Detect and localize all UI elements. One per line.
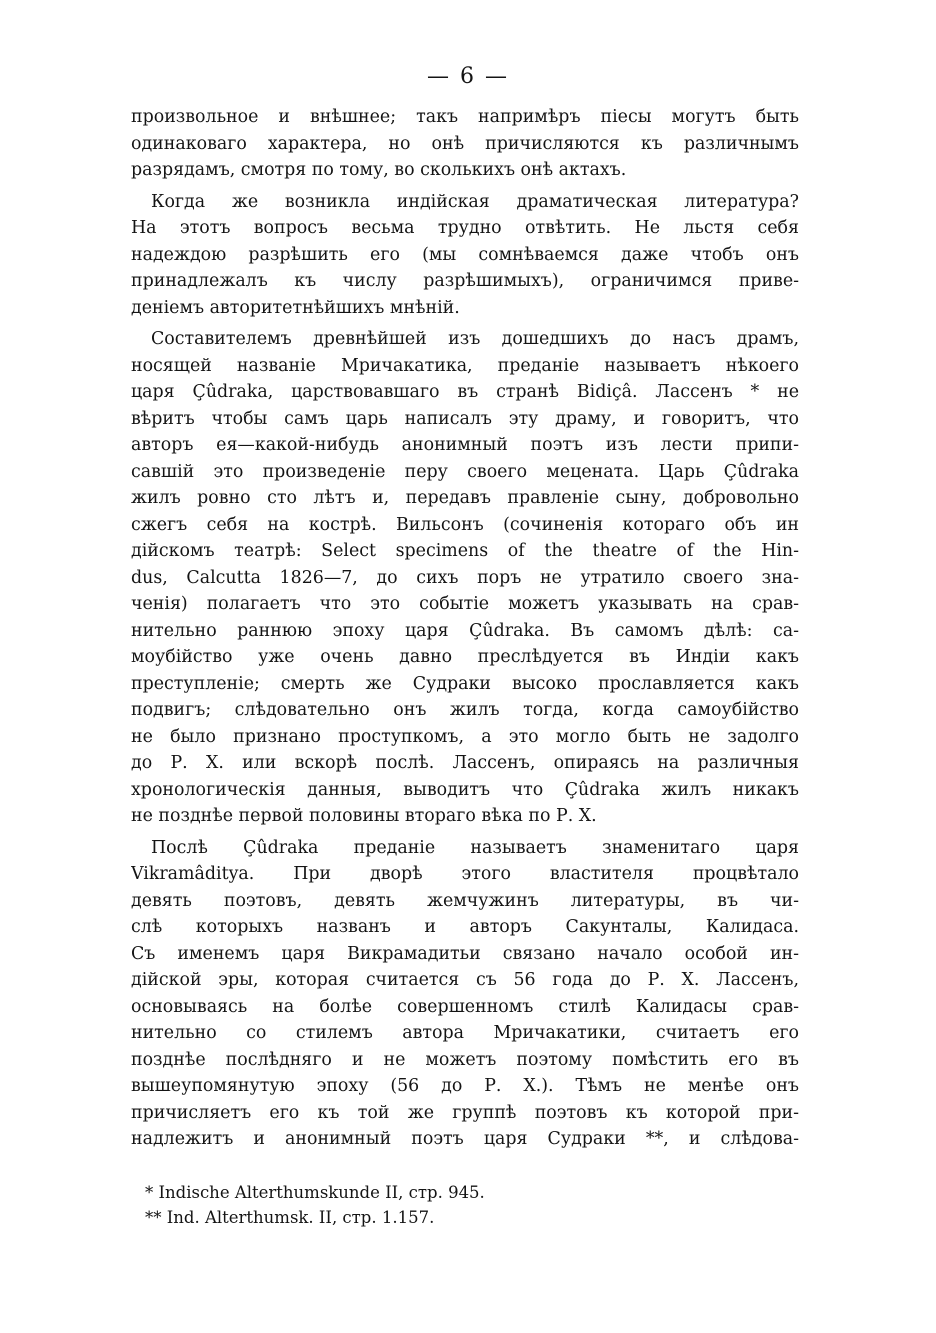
text-line: девять поэтовъ, девять жемчужинъ литературы, въ чи- [131,890,799,911]
text-line: разрядамъ, смотря по тому, во сколькихъ онѣ актахъ. [131,160,627,180]
text-line: авторъ ея—какой-нибудь анонимный поэтъ изъ лести припи- [131,435,799,455]
text-line: нительно со стилемъ автора Мричакатики, считаетъ его [131,1023,799,1043]
text-line: надлежитъ и анонимный поэтъ царя Судраки **, и слѣдова- [131,1129,799,1149]
text-line: На этотъ вопросъ весьма трудно отвѣтить. Не льстя себя [131,218,799,238]
text-line: не позднѣе первой половины втораго вѣка по Р. Х. [131,806,597,826]
text-line: слѣ которыхъ названъ и авторъ Сакунталы, Калидаса. [131,917,799,937]
text-line: сжегъ себя на кострѣ. Вильсонъ (сочиненія котораго объ ин [131,514,799,535]
text-line: вѣритъ чтобы самъ царь написалъ эту драму, и говоритъ, что [131,408,799,429]
text-line: царя Çûdraka, царствовавшаго въ странѣ Bidiçâ. Лассенъ * не [131,382,799,402]
paragraph-3 [131,326,799,830]
text-line: ченія) полагаетъ что это событіе можетъ указывать на срав- [131,594,799,614]
text-line: не было признано проступкомъ, а это могло быть не задолго [131,726,799,747]
text-line: надеждою разрѣшить его (мы сомнѣваемся даже чтобъ онъ [131,244,799,265]
text-line: одинаковаго характера, но онѣ причисляются къ различнымъ [131,133,799,154]
text-line: вышеупомянутую эпоху (56 до Р. Х.). Тѣмъ не менѣе онъ [131,1076,799,1096]
footnote: ** Ind. Alterthumsk. II, стр. 1.157. [145,1208,435,1227]
paragraph-1 [131,104,799,184]
footnotes [145,1180,785,1230]
text-line: нительно раннюю эпоху царя Çûdraka. Въ самомъ дѣлѣ: са- [131,620,799,641]
footnote: * Indische Alterthumskunde II, стр. 945. [145,1183,485,1202]
text-line: Vikramâditya. При дворѣ этого властителя процвѣтало [131,864,799,884]
text-line: позднѣе послѣдняго и не можетъ поэтому помѣстить его въ [131,1049,799,1070]
text-line: принадлежалъ къ числу разрѣшимыхъ), ограничимся приве- [131,271,799,291]
text-line: Когда же возникла индійская драматическая литература? [151,191,799,212]
text-line: Послѣ Çûdraka преданіе называетъ знаменитаго царя [151,837,799,858]
text-line: жилъ ровно сто лѣтъ и, передавъ правленіе сыну, добровольно [131,488,799,508]
text-line: dus, Calcutta 1826—7, до сихъ поръ не утратило своего зна- [131,567,799,588]
paragraph-2 [131,189,799,322]
paragraph-4 [131,835,799,1153]
text-line: произвольное и внѣшнее; такъ напримѣръ піесы могутъ быть [131,107,799,127]
text-line: преступленіе; смерть же Судраки высоко прославляется какъ [131,673,799,694]
text-line: моубійство уже очень давно преслѣдуется въ Индіи какъ [131,647,799,667]
text-line: причисляетъ его къ той же группѣ поэтовъ къ которой при- [131,1102,799,1123]
body-text [131,104,799,1158]
page-number: — 6 — [427,64,509,89]
text-line: савшій это произведеніе перу своего мецената. Царь Çûdraka [131,461,799,482]
text-line: Составителемъ древнѣйшей изъ дошедшихъ до насъ драмъ, [151,329,799,349]
text-line: Съ именемъ царя Викрамадитьи связано начало особой ин- [131,943,799,964]
text-line: подвигъ; слѣдовательно онъ жилъ тогда, когда самоубійство [131,700,799,720]
text-line: деніемъ авторитетнѣйшихъ мнѣній. [131,297,460,318]
text-line: дійской эры, которая считается съ 56 года до Р. Х. Лассенъ, [131,970,799,990]
text-line: основываясь на болѣе совершенномъ стилѣ Калидасы срав- [131,996,799,1017]
text-line: дійскомъ театрѣ: Select specimens of the theatre of the Hin- [131,541,799,561]
text-line: до Р. Х. или вскорѣ послѣ. Лассенъ, опираясь на различныя [131,753,799,773]
text-line: носящей названіе Мричакатика, преданіе называетъ нѣкоего [131,355,799,376]
text-line: хронологическія данныя, выводитъ что Çûdraka жилъ никакъ [131,779,799,800]
